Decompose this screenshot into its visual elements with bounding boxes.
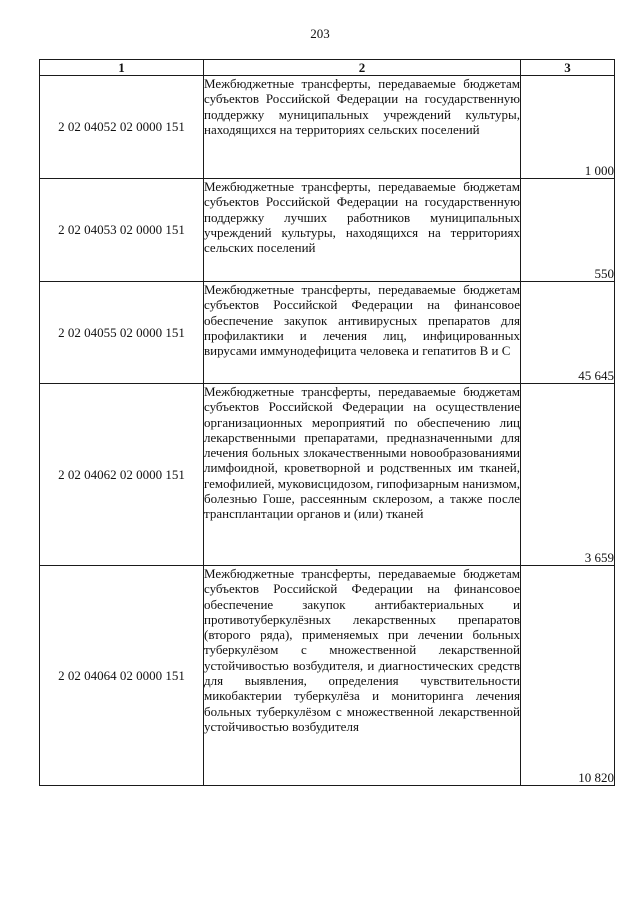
column-header-amount: 3	[521, 60, 615, 76]
row-description: Межбюджетные трансферты, передаваемые бюджетам субъектов Российской Федерации на осуществление организационных мероприятий по обеспечению лиц лекарственными препаратами, предназначенными для лечения больных злокачественными новообразованиями лимфоидной, кроветворной и родственных им тканей, гемофилией, муковисцидозом, гипофизарным нанизмом, болезнью Гоше, рассеянным склерозом, а также после трансплантации органов и (или) тканей	[204, 384, 521, 566]
row-amount: 1 000	[521, 76, 615, 179]
row-amount: 10 820	[521, 566, 615, 786]
row-code: 2 02 04055 02 0000 151	[40, 282, 204, 384]
row-amount: 45 645	[521, 282, 615, 384]
budget-table	[39, 59, 615, 786]
row-description: Межбюджетные трансферты, передаваемые бюджетам субъектов Российской Федерации на государственную поддержку муниципальных учреждений культуры, находящихся на территориях сельских поселений	[204, 76, 521, 179]
table-row	[40, 76, 615, 179]
table-row	[40, 179, 615, 282]
page-number: 203	[310, 26, 330, 41]
column-header-code: 1	[40, 60, 204, 76]
row-code: 2 02 04052 02 0000 151	[40, 76, 204, 179]
row-amount: 550	[521, 179, 615, 282]
row-description: Межбюджетные трансферты, передаваемые бюджетам субъектов Российской Федерации на государственную поддержку лучших работников муниципальных учреждений культуры, находящихся на территориях сельских поселений	[204, 179, 521, 282]
row-amount: 3 659	[521, 384, 615, 566]
row-code: 2 02 04064 02 0000 151	[40, 566, 204, 786]
table-row	[40, 384, 615, 566]
row-description: Межбюджетные трансферты, передаваемые бюджетам субъектов Российской Федерации на финансовое обеспечение закупок антивирусных препаратов для профилактики и лечения лиц, инфицированных вирусами иммунодефицита человека и гепатитов B и C	[204, 282, 521, 384]
column-header-description: 2	[204, 60, 521, 76]
row-code: 2 02 04062 02 0000 151	[40, 384, 204, 566]
row-code: 2 02 04053 02 0000 151	[40, 179, 204, 282]
table-row	[40, 282, 615, 384]
table-row	[40, 566, 615, 786]
row-description: Межбюджетные трансферты, передаваемые бюджетам субъектов Российской Федерации на финансовое обеспечение закупок антибактериальных и противотуберкулёзных лекарственных препаратов (второго ряда), применяемых при лечении больных туберкулёзом с множественной лекарственной устойчивостью возбудителя, и диагностических средств для выявления, определения чувствительности микобактерии туберкулёза и мониторинга лечения больных туберкулёзом с множественной лекарственной устойчивостью возбудителя	[204, 566, 521, 786]
table-header-row	[40, 60, 615, 76]
